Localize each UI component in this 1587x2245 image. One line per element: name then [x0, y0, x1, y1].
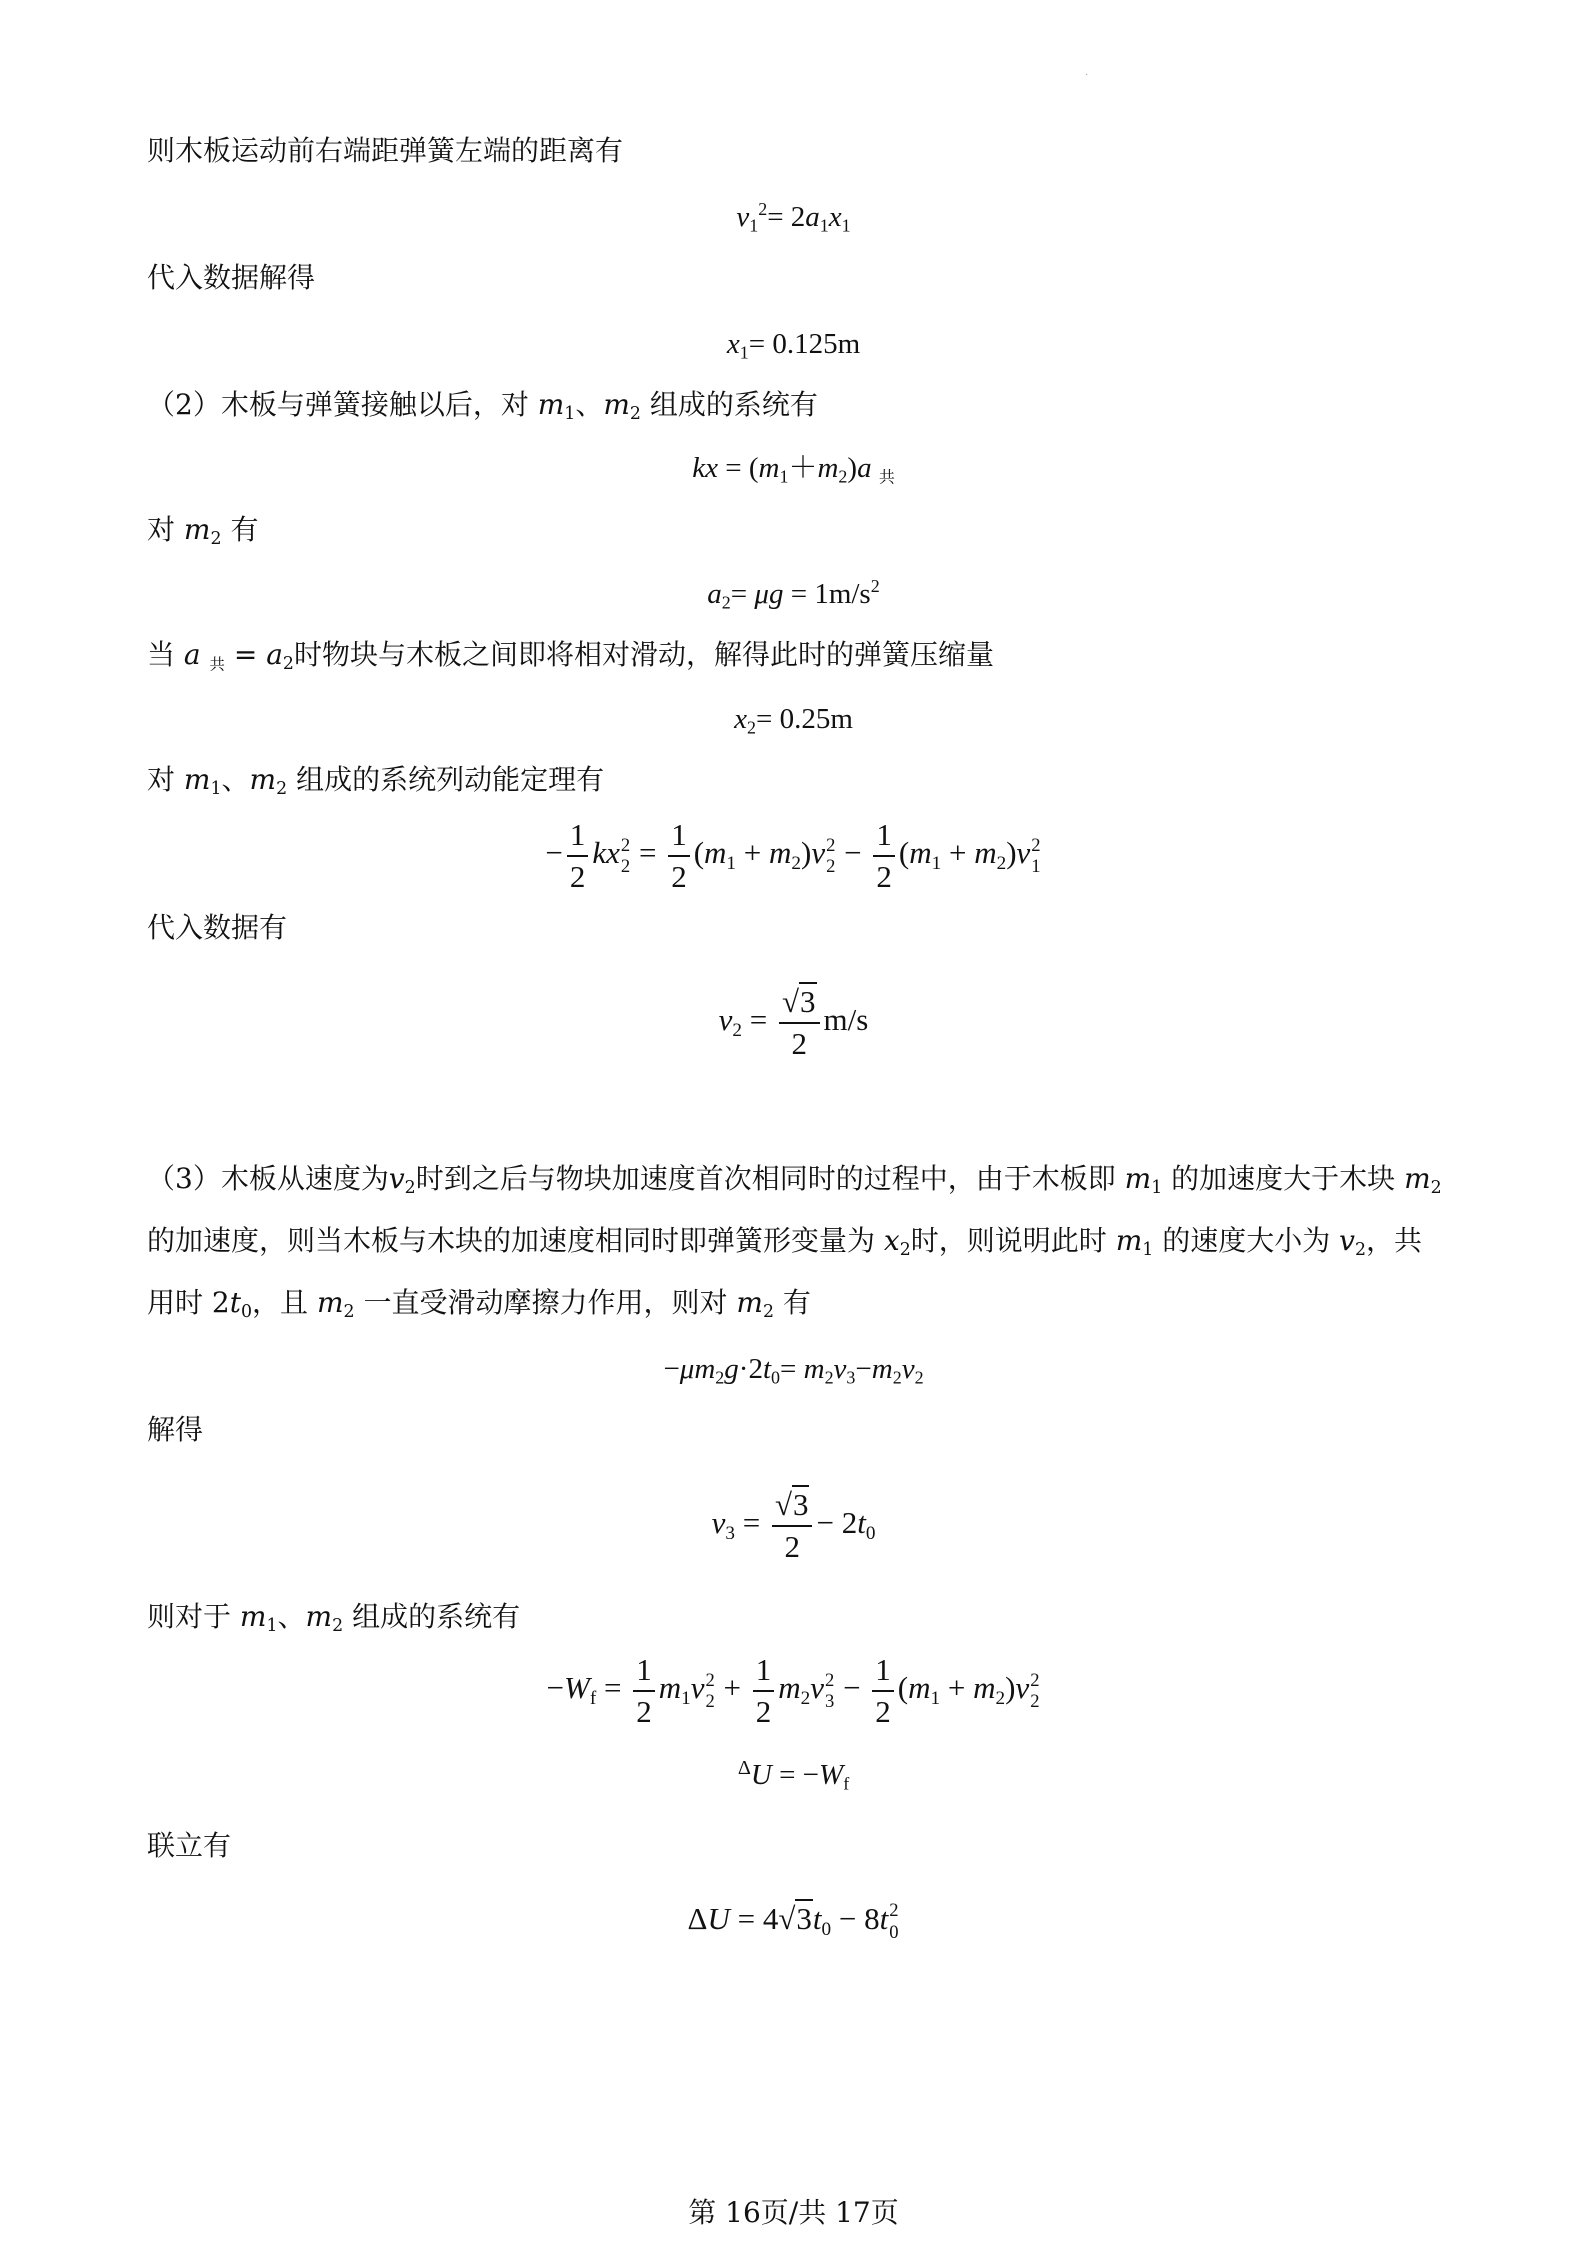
- text-line-6-c: 组成的系统列动能定理有: [296, 763, 605, 796]
- equation-work-friction: $-W_f$ = $\frac{1}{2}$ $m_1v$ 2 2 + $\frac{1}{2}$ $m_2v$ 2 3 − $\frac{1}{2}$ $(m_1 + m_2)v$ 2 2: [546, 1652, 1040, 1730]
- text-line-3-c: 组成的系统有: [649, 388, 818, 421]
- equation-delta-u: $^\Delta U = -W_f$: [737, 1756, 850, 1794]
- text-line-10: 联立有: [147, 1829, 232, 1862]
- equation-x1: $x_1= 0.125m$: [726, 328, 861, 363]
- text-line-5-b: =: [233, 638, 258, 671]
- text-line-5-a: 当: [147, 638, 176, 671]
- text-line-7: 代入数据有: [147, 911, 288, 944]
- text-line-4-b: 有: [230, 513, 259, 546]
- equation-v2: $v_2$ = $\frac{√3}{2}$ m/s: [718, 984, 869, 1062]
- text-line-8: 解得: [147, 1413, 204, 1446]
- equation-a2: $a_2= \mu g = 1m/s^2$: [707, 576, 880, 613]
- equation-x2: $x_2= 0.25m$: [734, 703, 853, 738]
- text-line-6-a: 对: [147, 763, 176, 796]
- fraction-half-6: $\frac{1}{2}$: [872, 1653, 894, 1729]
- equation-delta-u-final: $\Delta U = 4√3t_0 - 8t$ 2 0: [687, 1900, 899, 1943]
- text-line-1: 则木板运动前右端距弹簧左端的距离有: [147, 134, 624, 167]
- text-line-9-c: 组成的系统有: [352, 1600, 521, 1633]
- text-line-5: 当 a 共 = $a_2$时物块与木板之间即将相对滑动，解得此时的弹簧压缩量: [147, 638, 994, 675]
- paragraph-part-3: （3）木板从速度为$v_2$时到之后与物块加速度首次相同时的过程中，由于木板即 $m_1$ 的加速度大于木块 $m_2$ 的加速度，则当木板与木块的加速度相同时即弹簧形变量为 $x_2$时，则说明此时 $m_1$ 的速度大小为 $v_2$，共用时 $2t_0$，且 $m_2$ 一直受滑动摩擦力作用，则对 $m_2$ 有: [147, 1162, 1442, 1323]
- text-line-2: 代入数据解得: [147, 261, 316, 294]
- x1-value: 0.125m: [772, 328, 861, 360]
- gong-subscript-2: 共: [209, 655, 225, 674]
- text-line-3: （2）木板与弹簧接触以后，对 $m_1$、$m_2$ 组成的系统有: [147, 388, 818, 425]
- equation-energy-theorem: − $\frac{1}{2}$ kx 2 2 = $\frac{1}{2}$ $(m_1 + m_2)v$ 2 2 − $\frac{1}{2}$ $(m_1 + m_2)v$ 2 1: [545, 817, 1041, 895]
- text-line-9-a: 则对于: [147, 1600, 232, 1633]
- v2-unit: m/s: [823, 1002, 869, 1038]
- gong-subscript: 共: [878, 467, 895, 487]
- fraction-sqrt3-over-2: $\frac{√3}{2}$: [779, 985, 820, 1061]
- x2-value: 0.25m: [779, 703, 853, 735]
- text-line-3-a: （2）木板与弹簧接触以后，对: [147, 388, 529, 421]
- fraction-half-5: $\frac{1}{2}$: [753, 1653, 775, 1729]
- text-line-9: 则对于 $m_1$、$m_2$ 组成的系统有: [147, 1600, 521, 1637]
- text-line-3-b: 、: [575, 388, 604, 421]
- fraction-half-4: $\frac{1}{2}$: [633, 1653, 655, 1729]
- equation-v1-squared: $v_1^2= 2a_1x_1$: [736, 199, 851, 236]
- text-line-5-c: 时物块与木板之间即将相对滑动，解得此时的弹簧压缩量: [293, 638, 994, 671]
- page-footer: 第 16页/共 17页: [688, 2196, 899, 2229]
- equation-v3: $v_3$ = $\frac{√3}{2}$ − $2t_0$: [711, 1487, 876, 1565]
- fraction-half-3: $\frac{1}{2}$: [873, 818, 895, 894]
- equation-kx: kx = $(m_1+m_2)a$ 共: [692, 452, 895, 487]
- fraction-sqrt3-over-2-b: $\frac{√3}{2}$: [772, 1488, 813, 1564]
- text-line-6: 对 $m_1$、$m_2$ 组成的系统列动能定理有: [147, 763, 605, 800]
- text-line-4-a: 对: [147, 513, 176, 546]
- text-line-4: 对 $m_2$ 有: [147, 513, 259, 550]
- fraction-half-1: $\frac{1}{2}$: [567, 818, 589, 894]
- a2-value: 1m/s: [814, 578, 871, 610]
- equation-impulse: $-\mu m_2g\cdot 2t_0= m_2v_3-m_2v_2$: [663, 1353, 924, 1388]
- text-line-6-b: 、: [221, 763, 250, 796]
- fraction-half-2: $\frac{1}{2}$: [668, 818, 690, 894]
- text-line-9-b: 、: [277, 1600, 306, 1633]
- corner-mark: ·: [1085, 70, 1089, 81]
